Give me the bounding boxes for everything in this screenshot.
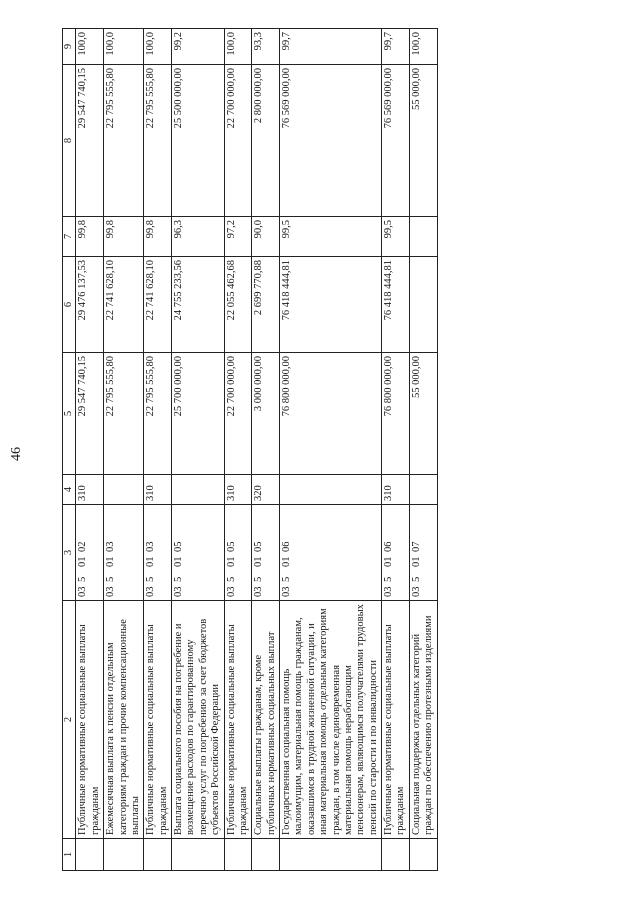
row-index-cell	[144, 839, 172, 871]
row-name-cell: Ежемесячная выплата к пенсии отдельным категориям граждан и прочие компенсационные выплаты	[104, 601, 144, 839]
code-part: 05	[225, 541, 237, 552]
row-expense-type-cell	[104, 475, 144, 505]
row-name-cell: Социальные выплаты гражданам, кроме публичных нормативных социальных выплат	[252, 601, 280, 839]
row-limit-cell: 22 795 555,80	[144, 65, 172, 217]
row-executed-cell	[409, 257, 437, 353]
row-limit-percent-cell: 100,0	[76, 29, 104, 65]
header-cell: 2	[63, 601, 76, 839]
row-expense-type-cell	[172, 475, 225, 505]
budget-table	[62, 28, 438, 871]
row-code-cell	[172, 505, 225, 601]
row-name-cell: Публичные нормативные социальные выплаты гражданам	[144, 601, 172, 839]
header-cell: 1	[63, 839, 76, 871]
row-planned-cell: 29 547 740,15	[76, 353, 104, 475]
code-part: 01	[225, 556, 237, 567]
code-part: 03	[225, 586, 237, 597]
row-index-cell	[76, 839, 104, 871]
code-part: 01	[105, 556, 117, 567]
row-expense-type-cell: 310	[382, 475, 410, 505]
table-row	[252, 29, 280, 871]
row-index-cell	[104, 839, 144, 871]
row-code-cell	[252, 505, 280, 601]
code-part: 5	[410, 576, 422, 582]
table-row	[280, 29, 382, 871]
row-limit-percent-cell: 100,0	[104, 29, 144, 65]
row-executed-cell: 29 476 137,53	[76, 257, 104, 353]
header-cell: 8	[63, 65, 76, 217]
row-percent-cell	[409, 217, 437, 257]
code-part: 01	[77, 556, 89, 567]
row-planned-cell: 3 000 000,00	[252, 353, 280, 475]
row-percent-cell: 90,0	[252, 217, 280, 257]
row-name-cell: Государственная социальная помощь малоимущим, материальная помощь гражданам, оказавшимся в трудной жизненной ситуации, и иная материальная помощь отдельным категориям граждан, в том числе единовременная материальная помощь неработающим пенсионерам, являющимся получателями трудовых пенсий по старости и по инвалидности	[280, 601, 382, 839]
code-part: 03	[410, 586, 422, 597]
row-executed-cell: 76 418 444,81	[382, 257, 410, 353]
row-code-cell	[382, 505, 410, 601]
row-percent-cell: 99,8	[144, 217, 172, 257]
header-cell: 5	[63, 353, 76, 475]
row-index-cell	[172, 839, 225, 871]
row-index-cell	[409, 839, 437, 871]
row-limit-percent-cell: 100,0	[224, 29, 252, 65]
code-part: 5	[145, 576, 157, 582]
row-code-cell	[144, 505, 172, 601]
table-row	[224, 29, 252, 871]
code-part: 5	[105, 576, 117, 582]
code-part: 03	[253, 586, 265, 597]
row-code-cell	[104, 505, 144, 601]
row-index-cell	[224, 839, 252, 871]
row-planned-cell: 76 800 000,00	[280, 353, 382, 475]
row-expense-type-cell: 310	[76, 475, 104, 505]
row-percent-cell: 99,5	[280, 217, 382, 257]
code-part: 01	[173, 556, 184, 567]
code-part: 03	[173, 586, 184, 597]
row-limit-percent-cell: 99,7	[382, 29, 410, 65]
code-part: 05	[253, 541, 265, 552]
budget-table-sheet	[62, 29, 632, 871]
row-index-cell	[382, 839, 410, 871]
code-part: 01	[281, 556, 292, 567]
code-part: 03	[77, 586, 89, 597]
row-percent-cell: 97,2	[224, 217, 252, 257]
code-part: 01	[253, 556, 265, 567]
row-expense-type-cell: 310	[144, 475, 172, 505]
code-part: 07	[410, 541, 422, 552]
row-percent-cell: 99,8	[104, 217, 144, 257]
row-limit-cell: 22 795 555,80	[104, 65, 144, 217]
code-part: 5	[253, 576, 265, 582]
row-name-cell: Публичные нормативные социальные выплаты гражданам	[76, 601, 104, 839]
row-code-cell	[76, 505, 104, 601]
row-executed-cell: 22 741 628,10	[144, 257, 172, 353]
row-name-cell: Выплата социального пособия на погребение и возмещение расходов по гарантированному перечню услуг по погребению за счет бюджетов субъектов Российской Федерации	[172, 601, 225, 839]
code-part: 01	[410, 556, 422, 567]
row-expense-type-cell	[409, 475, 437, 505]
table-row	[382, 29, 410, 871]
row-percent-cell: 99,8	[76, 217, 104, 257]
row-code-cell	[409, 505, 437, 601]
table-row	[144, 29, 172, 871]
page-number: 46	[9, 447, 24, 461]
row-executed-cell: 2 699 770,88	[252, 257, 280, 353]
row-limit-cell: 76 569 000,00	[280, 65, 382, 217]
code-part: 02	[77, 541, 89, 552]
row-limit-percent-cell: 93,3	[252, 29, 280, 65]
table-row	[104, 29, 144, 871]
row-name-cell: Социальная поддержка отдельных категорий граждан по обеспечению протезными изделиями	[409, 601, 437, 839]
header-cell: 4	[63, 475, 76, 505]
code-part: 06	[281, 541, 292, 552]
row-executed-cell: 24 755 233,56	[172, 257, 225, 353]
header-cell: 6	[63, 257, 76, 353]
row-planned-cell: 22 795 555,80	[104, 353, 144, 475]
code-part: 06	[383, 541, 394, 552]
row-code-cell	[224, 505, 252, 601]
row-planned-cell: 55 000,00	[409, 353, 437, 475]
row-name-cell: Публичные нормативные социальные выплаты гражданам	[224, 601, 252, 839]
row-limit-cell: 25 500 000,00	[172, 65, 225, 217]
code-part: 03	[145, 586, 157, 597]
code-part: 5	[225, 576, 237, 582]
row-executed-cell: 22 741 628,10	[104, 257, 144, 353]
code-part: 03	[105, 586, 117, 597]
code-part: 03	[145, 541, 157, 552]
header-cell: 9	[63, 29, 76, 65]
row-limit-cell: 2 800 000,00	[252, 65, 280, 217]
row-limit-cell: 76 569 000,00	[382, 65, 410, 217]
code-part: 03	[281, 586, 292, 597]
table-row	[172, 29, 225, 871]
table-row	[409, 29, 437, 871]
code-part: 01	[383, 556, 394, 567]
row-limit-cell: 29 547 740,15	[76, 65, 104, 217]
code-part: 03	[105, 541, 117, 552]
row-planned-cell: 22 795 555,80	[144, 353, 172, 475]
row-expense-type-cell	[280, 475, 382, 505]
row-limit-cell: 55 000,00	[409, 65, 437, 217]
row-code-cell	[280, 505, 382, 601]
row-percent-cell: 99,5	[382, 217, 410, 257]
row-planned-cell: 76 800 000,00	[382, 353, 410, 475]
header-cell: 3	[63, 505, 76, 601]
table-header-row	[63, 29, 76, 871]
row-name-cell: Публичные нормативные социальные выплаты гражданам	[382, 601, 410, 839]
row-expense-type-cell: 320	[252, 475, 280, 505]
row-limit-percent-cell: 99,2	[172, 29, 225, 65]
code-part: 03	[383, 586, 394, 597]
table-row	[76, 29, 104, 871]
code-part: 5	[383, 576, 394, 582]
row-index-cell	[252, 839, 280, 871]
row-executed-cell: 76 418 444,81	[280, 257, 382, 353]
code-part: 5	[173, 576, 184, 582]
row-planned-cell: 22 700 000,00	[224, 353, 252, 475]
row-planned-cell: 25 700 000,00	[172, 353, 225, 475]
code-part: 5	[281, 576, 292, 582]
row-percent-cell: 96,3	[172, 217, 225, 257]
row-limit-percent-cell: 100,0	[144, 29, 172, 65]
header-cell: 7	[63, 217, 76, 257]
row-executed-cell: 22 055 462,68	[224, 257, 252, 353]
row-limit-cell: 22 700 000,00	[224, 65, 252, 217]
code-part: 05	[173, 541, 184, 552]
row-limit-percent-cell: 99,7	[280, 29, 382, 65]
code-part: 5	[77, 576, 89, 582]
row-expense-type-cell: 310	[224, 475, 252, 505]
row-index-cell	[280, 839, 382, 871]
row-limit-percent-cell: 100,0	[409, 29, 437, 65]
code-part: 01	[145, 556, 157, 567]
